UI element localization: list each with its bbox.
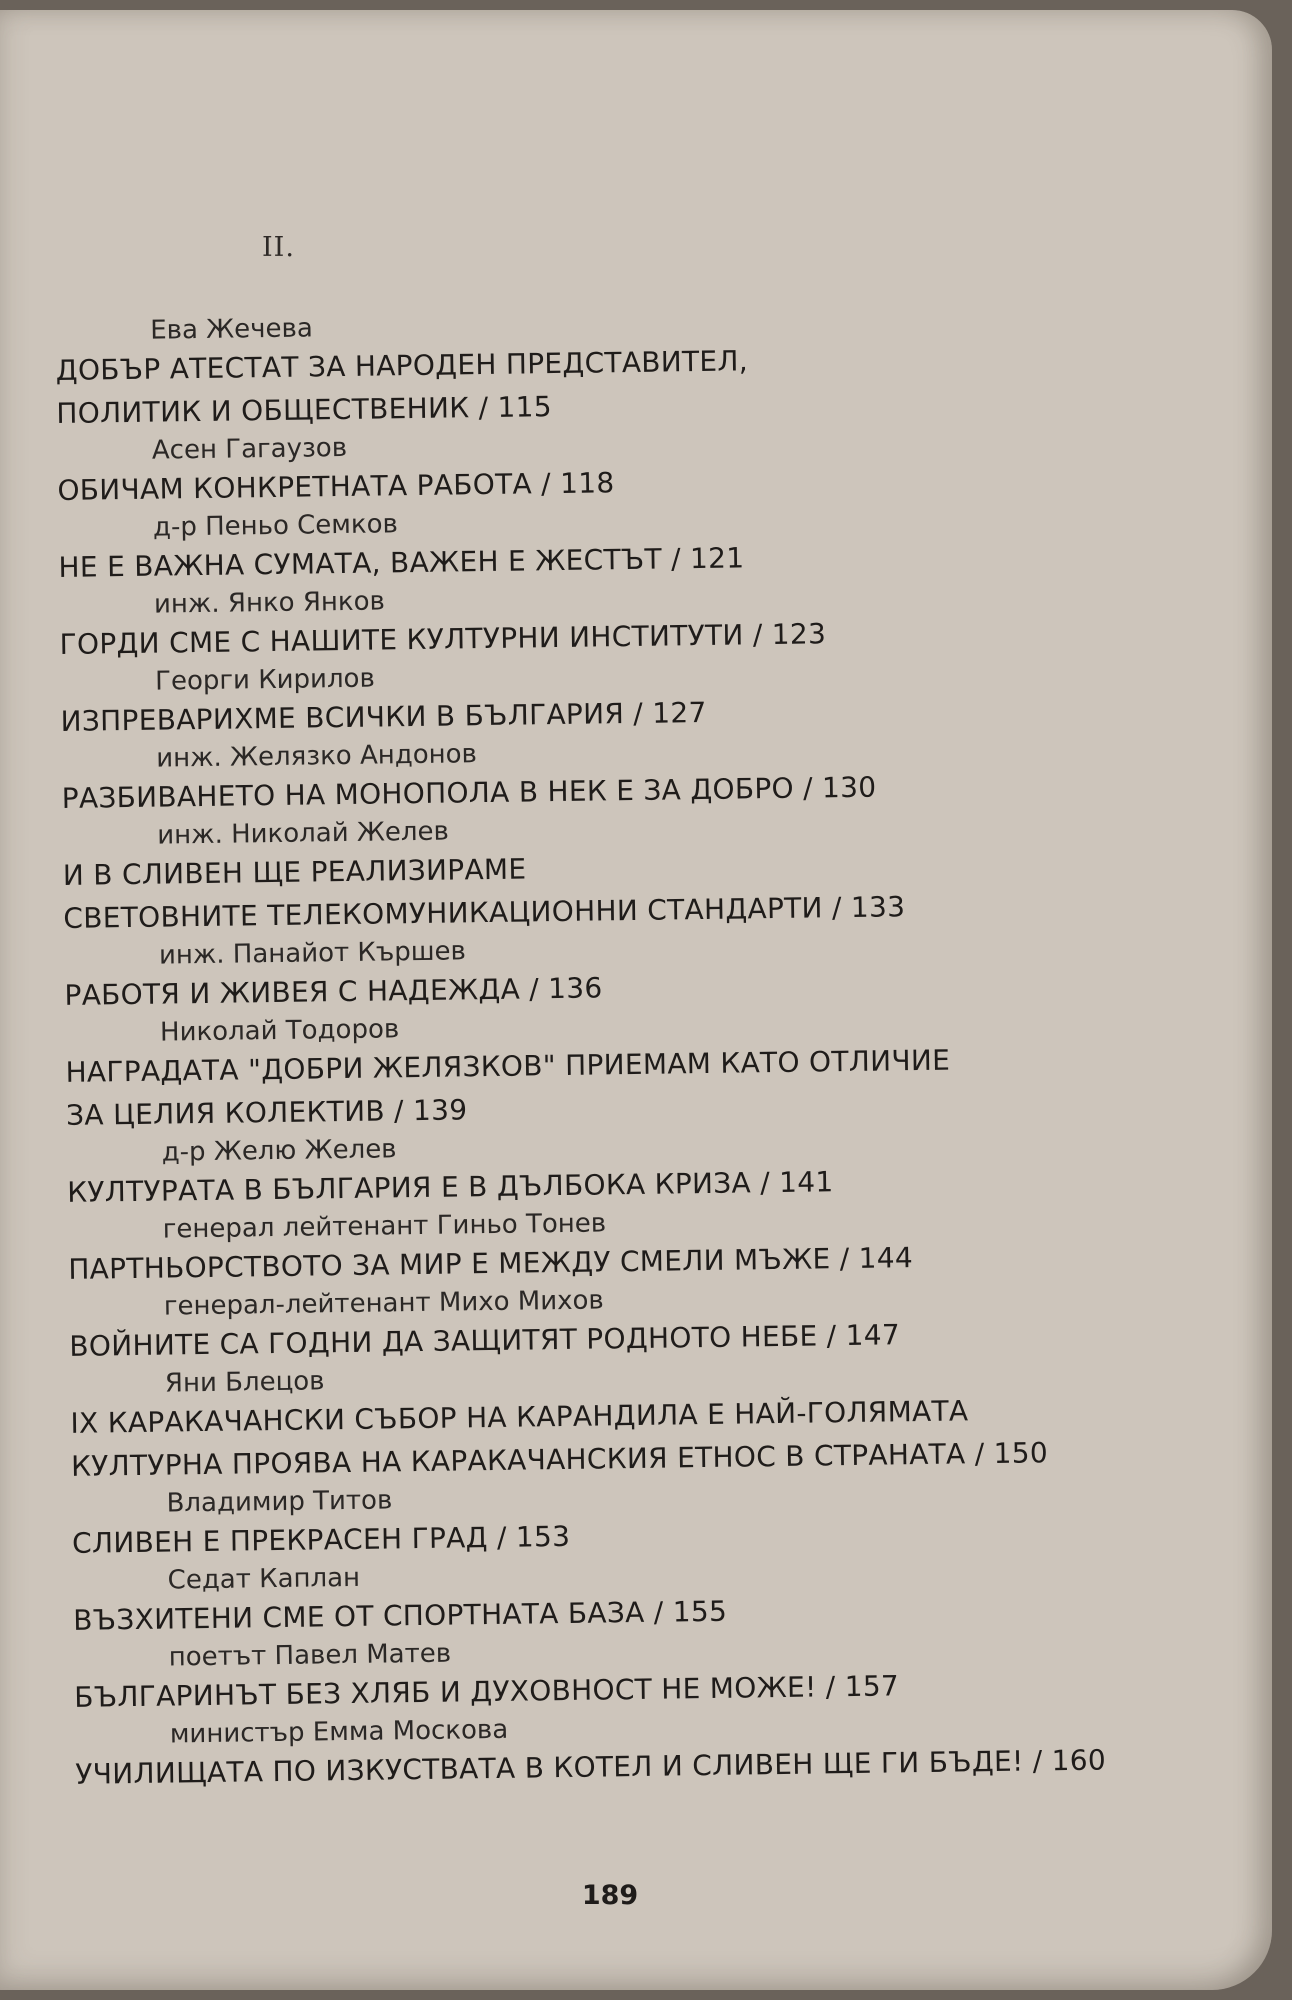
entry-author: инж. Желязко Андонов <box>155 739 478 774</box>
entry-author: Георги Кирилов <box>154 663 376 697</box>
entry-title-line: И В СЛИВЕН ЩЕ РЕАЛИЗИРАМЕ <box>62 852 527 892</box>
entry-author: поетът Павел Матев <box>168 1638 452 1673</box>
entry-author: Асен Гагаузов <box>151 432 348 466</box>
entry-title-line: ЗА ЦЕЛИЯ КОЛЕКТИВ / 139 <box>65 1093 468 1132</box>
entry-author: Ева Жечева <box>150 313 313 346</box>
entry-title-line: ОБИЧАМ КОНКРЕТНАТА РАБОТА / 118 <box>57 466 615 507</box>
entry-author: генерал лейтенант Гиньо Тонев <box>162 1208 607 1245</box>
entry-title-line: IX КАРАКАЧАНСКИ СЪБОР НА КАРАНДИЛА Е НАЙ-ГОЛЯМАТА <box>70 1394 969 1440</box>
entry-author: инж. Николай Желев <box>157 816 450 851</box>
entry-title-line: НАГРАДАТА "ДОБРИ ЖЕЛЯЗКОВ" ПРИЕМАМ КАТО ОТЛИЧИЕ <box>65 1043 951 1089</box>
entry-author: инж. Панайот Кършев <box>158 936 467 971</box>
entry-author: Яни Блецов <box>164 1366 325 1399</box>
contents-entry <box>55 299 1207 435</box>
entry-author: д-р Желю Желев <box>161 1134 397 1168</box>
entry-title-line: ВЪЗХИТЕНИ СМЕ ОТ СПОРТНАТА БАЗА / 155 <box>72 1594 728 1637</box>
entry-title-line: СЛИВЕН Е ПРЕКРАСЕН ГРАД / 153 <box>71 1519 571 1560</box>
entry-author: Владимир Титов <box>166 1485 393 1519</box>
entry-title-line: ВОЙНИТЕ СА ГОДНИ ДА ЗАЩИТЯТ РОДНОТО НЕБЕ / 147 <box>69 1318 901 1363</box>
entry-author: Николай Тодоров <box>159 1014 400 1048</box>
entry-title-line: ИЗПРЕВАРИХМЕ ВСИЧКИ В БЪЛГАРИЯ / 127 <box>60 695 707 738</box>
entry-title-line: НЕ Е ВАЖНА СУМАТА, ВАЖЕН Е ЖЕСТЪТ / 121 <box>58 541 745 584</box>
entry-title-line: РАЗБИВАНЕТО НА МОНОПОЛА В НЕК Е ЗА ДОБРО / 130 <box>61 770 877 815</box>
contents-entry <box>70 1352 1222 1488</box>
entry-title-line: СВЕТОВНИТЕ ТЕЛЕКОМУНИКАЦИОННИ СТАНДАРТИ / 133 <box>63 890 906 935</box>
entry-title-line: КУЛТУРАТА В БЪЛГАРИЯ Е В ДЪЛБОКА КРИЗА / 141 <box>67 1165 834 1209</box>
entry-author: Седат Каплан <box>167 1562 361 1596</box>
page-number: 189 <box>581 1880 639 1911</box>
contents-entry <box>75 1703 1226 1796</box>
entry-author: генерал-лейтенант Михо Михов <box>163 1285 604 1322</box>
entry-title-line: ПОЛИТИК И ОБЩЕСТВЕНИК / 115 <box>56 390 553 430</box>
entry-title-line: БЪЛГАРИНЪТ БЕЗ ХЛЯБ И ДУХОВНОСТ НЕ МОЖЕ! / 157 <box>74 1669 900 1714</box>
entry-title-line: КУЛТУРНА ПРОЯВА НА КАРАКАЧАНСКИЯ ЕТНОС В СТРАНАТА / 150 <box>70 1436 1049 1483</box>
entry-title-line: УЧИЛИЩАТА ПО ИЗКУСТВАТА В КОТЕЛ И СЛИВЕН ЩЕ ГИ БЪДЕ! / 160 <box>75 1743 1107 1791</box>
entry-title-line: ГОРДИ СМЕ С НАШИТЕ КУЛТУРНИ ИНСТИТУТИ / 123 <box>59 617 827 661</box>
book-page <box>0 10 1272 1990</box>
entry-title-line: ПАРТНЬОРСТВОТО ЗА МИР Е МЕЖДУ СМЕЛИ МЪЖЕ / 144 <box>68 1241 914 1286</box>
contents-entry <box>65 1001 1217 1137</box>
entry-title-line: ДОБЪР АТЕСТАТ ЗА НАРОДЕН ПРЕДСТАВИТЕЛ, <box>55 344 749 387</box>
contents-list <box>55 299 1226 1796</box>
contents-entry <box>62 804 1214 940</box>
entry-author: министър Емма Москова <box>169 1714 509 1750</box>
entry-author: д-р Пеньо Семков <box>152 509 399 543</box>
entry-title-line: РАБОТЯ И ЖИВЕЯ С НАДЕЖДА / 136 <box>64 971 603 1012</box>
entry-author: инж. Янко Янков <box>153 586 386 620</box>
section-label: II. <box>262 232 295 263</box>
